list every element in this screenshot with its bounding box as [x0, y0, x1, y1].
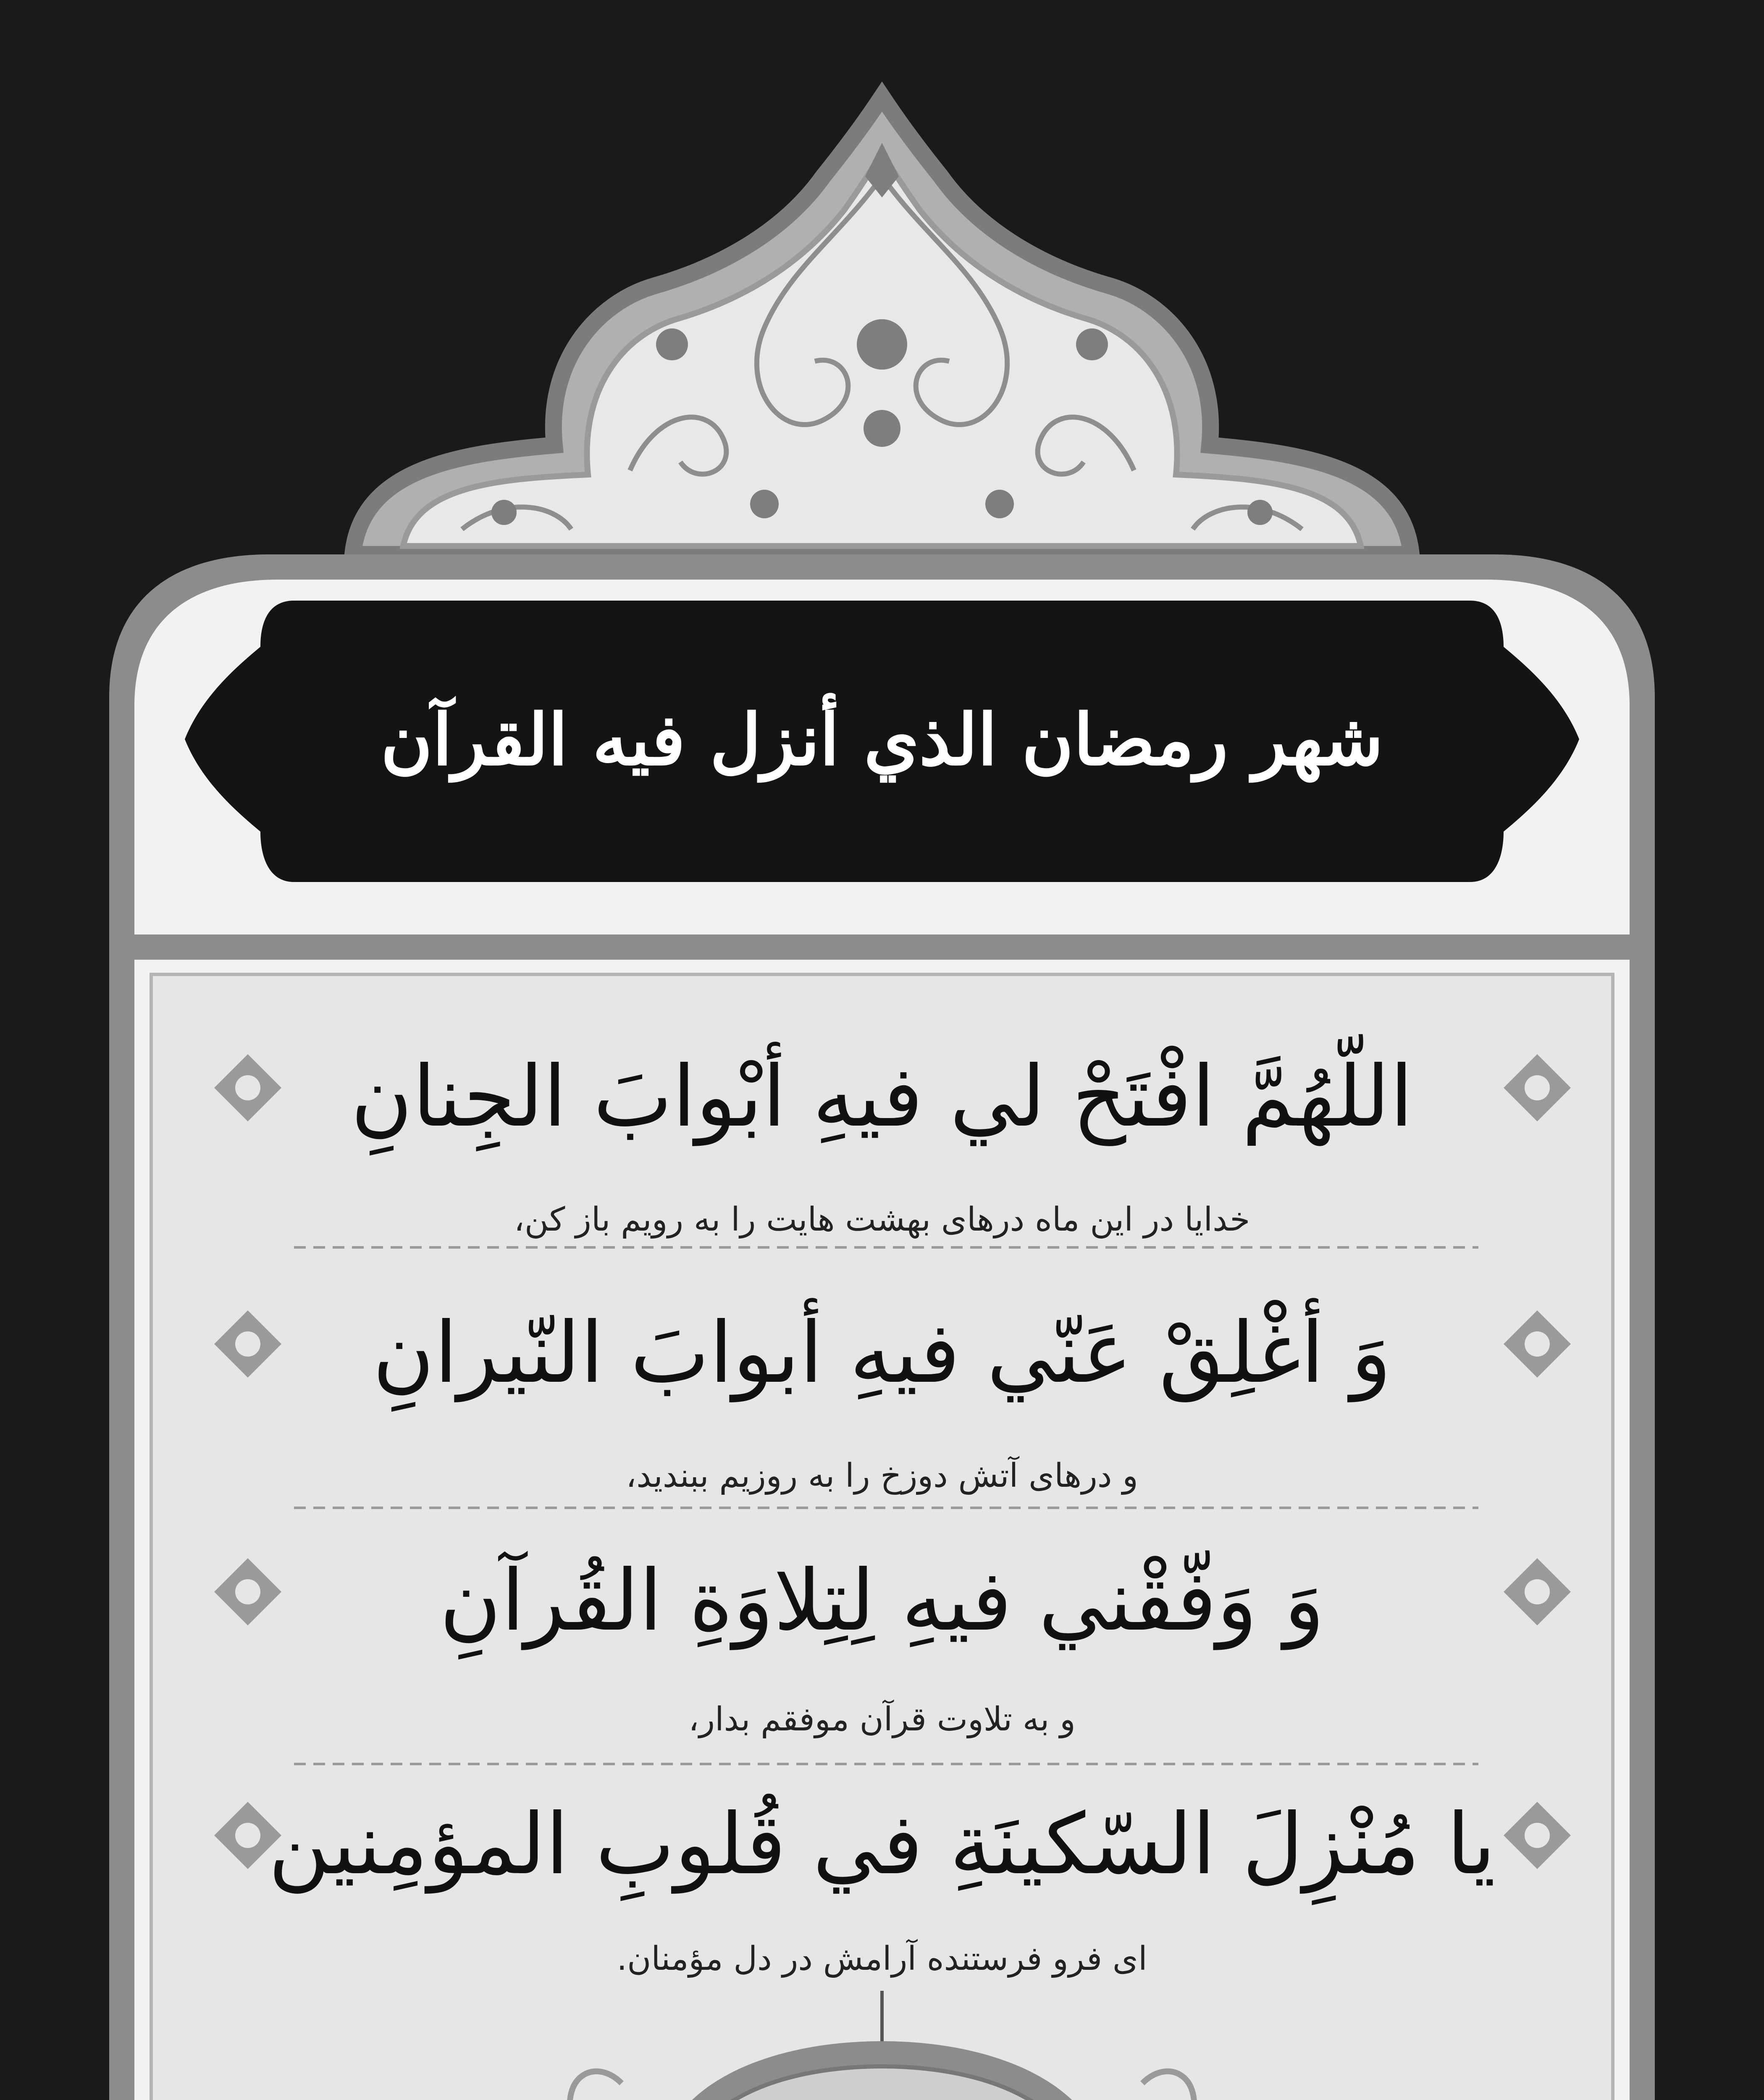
- verse-persian: ای فرو فرستنده آرامش در دل مؤمنان.: [617, 1940, 1147, 1978]
- verse-arabic: يا مُنْزِلَ السّكينَةِ في قُلوبِ المؤمِنين: [268, 1796, 1496, 1893]
- floral-dome-ornament: [353, 97, 1411, 554]
- verse-persian: و درهای آتش دوزخ را به روزیم ببندید،: [626, 1457, 1138, 1495]
- verse-persian: خدایا در این ماه درهای بهشت هایت را به رویم باز کن،: [514, 1201, 1250, 1239]
- verse-arabic: وَ وَفّقْني فيهِ لِتِلاوَةِ القُرآنِ: [439, 1552, 1325, 1650]
- divider-band: [134, 934, 1630, 960]
- page-title: شهر رمضان الذي أنزل فيه القرآن: [381, 698, 1383, 781]
- verse-arabic: اللّهُمَّ افْتَحْ لي فيهِ أبْوابَ الجِنانِ: [351, 1048, 1413, 1146]
- verse-arabic: وَ أغْلِقْ عَنّي فيهِ أبوابَ النّيرانِ: [373, 1304, 1391, 1402]
- verse-persian: و به تلاوت قرآن موفقم بدار،: [688, 1701, 1076, 1738]
